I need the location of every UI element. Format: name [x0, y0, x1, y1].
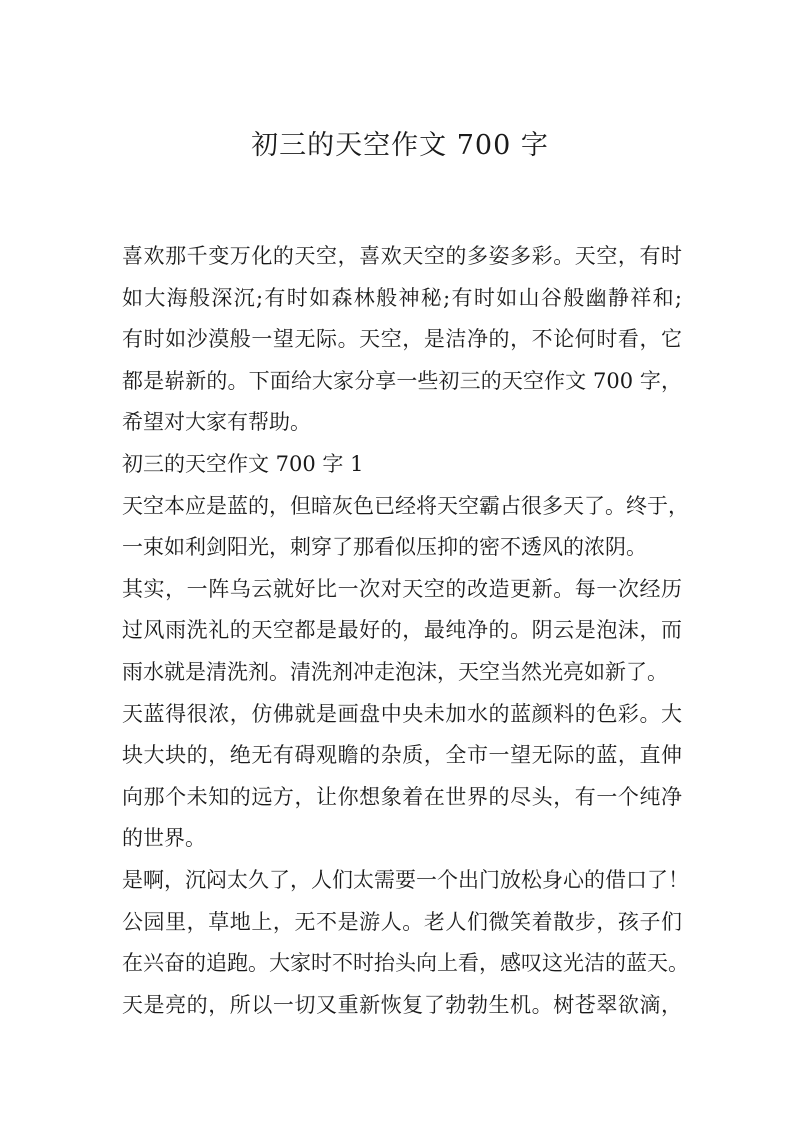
- text-line: 喜欢那千变万化的天空，喜欢天空的多姿多彩。天空，有时: [122, 244, 682, 268]
- text-line: 有时如沙漠般一望无际。天空，是洁净的，不论何时看，它: [122, 327, 682, 352]
- text-line: 过风雨洗礼的天空都是最好的，最纯净的。阴云是泡沫，而: [122, 618, 682, 643]
- text-line: 向那个未知的远方，让你想象着在世界的尽头，有一个纯净: [122, 784, 682, 809]
- text-line: 希望对大家有帮助。: [122, 410, 311, 435]
- document-body: [122, 236, 689, 1026]
- text-line: 块大块的，绝无有碍观瞻的杂质，全市一望无际的蓝，直伸: [122, 743, 682, 768]
- text-line: 在兴奋的追跑。大家时不时抬头向上看，感叹这光洁的蓝天。: [122, 951, 689, 976]
- text-line: 雨水就是清洗剂。清洗剂冲走泡沫，天空当然光亮如新了。: [122, 659, 668, 684]
- text-line: 初三的天空作文 700 字 1: [122, 451, 364, 476]
- text-line: 都是崭新的。下面给大家分享一些初三的天空作文 700 字，: [122, 368, 682, 393]
- text-line: 其实，一阵乌云就好比一次对天空的改造更新。每一次经历: [122, 576, 682, 601]
- text-line: 公园里，草地上，无不是游人。老人们微笑着散步，孩子们: [122, 909, 682, 934]
- text-line: 天蓝得很浓，仿佛就是画盘中央未加水的蓝颜料的色彩。大: [122, 701, 682, 726]
- text-line: 一束如利剑阳光，刺穿了那看似压抑的密不透风的浓阴。: [122, 535, 647, 560]
- text-line: 是啊，沉闷太久了，人们太需要一个出门放松身心的借口了！: [122, 867, 689, 892]
- text-line: 如大海般深沉;有时如森林般神秘;有时如山谷般幽静祥和;: [122, 285, 682, 310]
- document-title: 初三的天空作文 700 字: [251, 130, 549, 161]
- text-line: 天空本应是蓝的，但暗灰色已经将天空霸占很多天了。终于，: [122, 493, 689, 518]
- text-line: 天是亮的，所以一切又重新恢复了勃勃生机。树苍翠欲滴，: [122, 992, 682, 1017]
- text-line: 的世界。: [122, 826, 206, 851]
